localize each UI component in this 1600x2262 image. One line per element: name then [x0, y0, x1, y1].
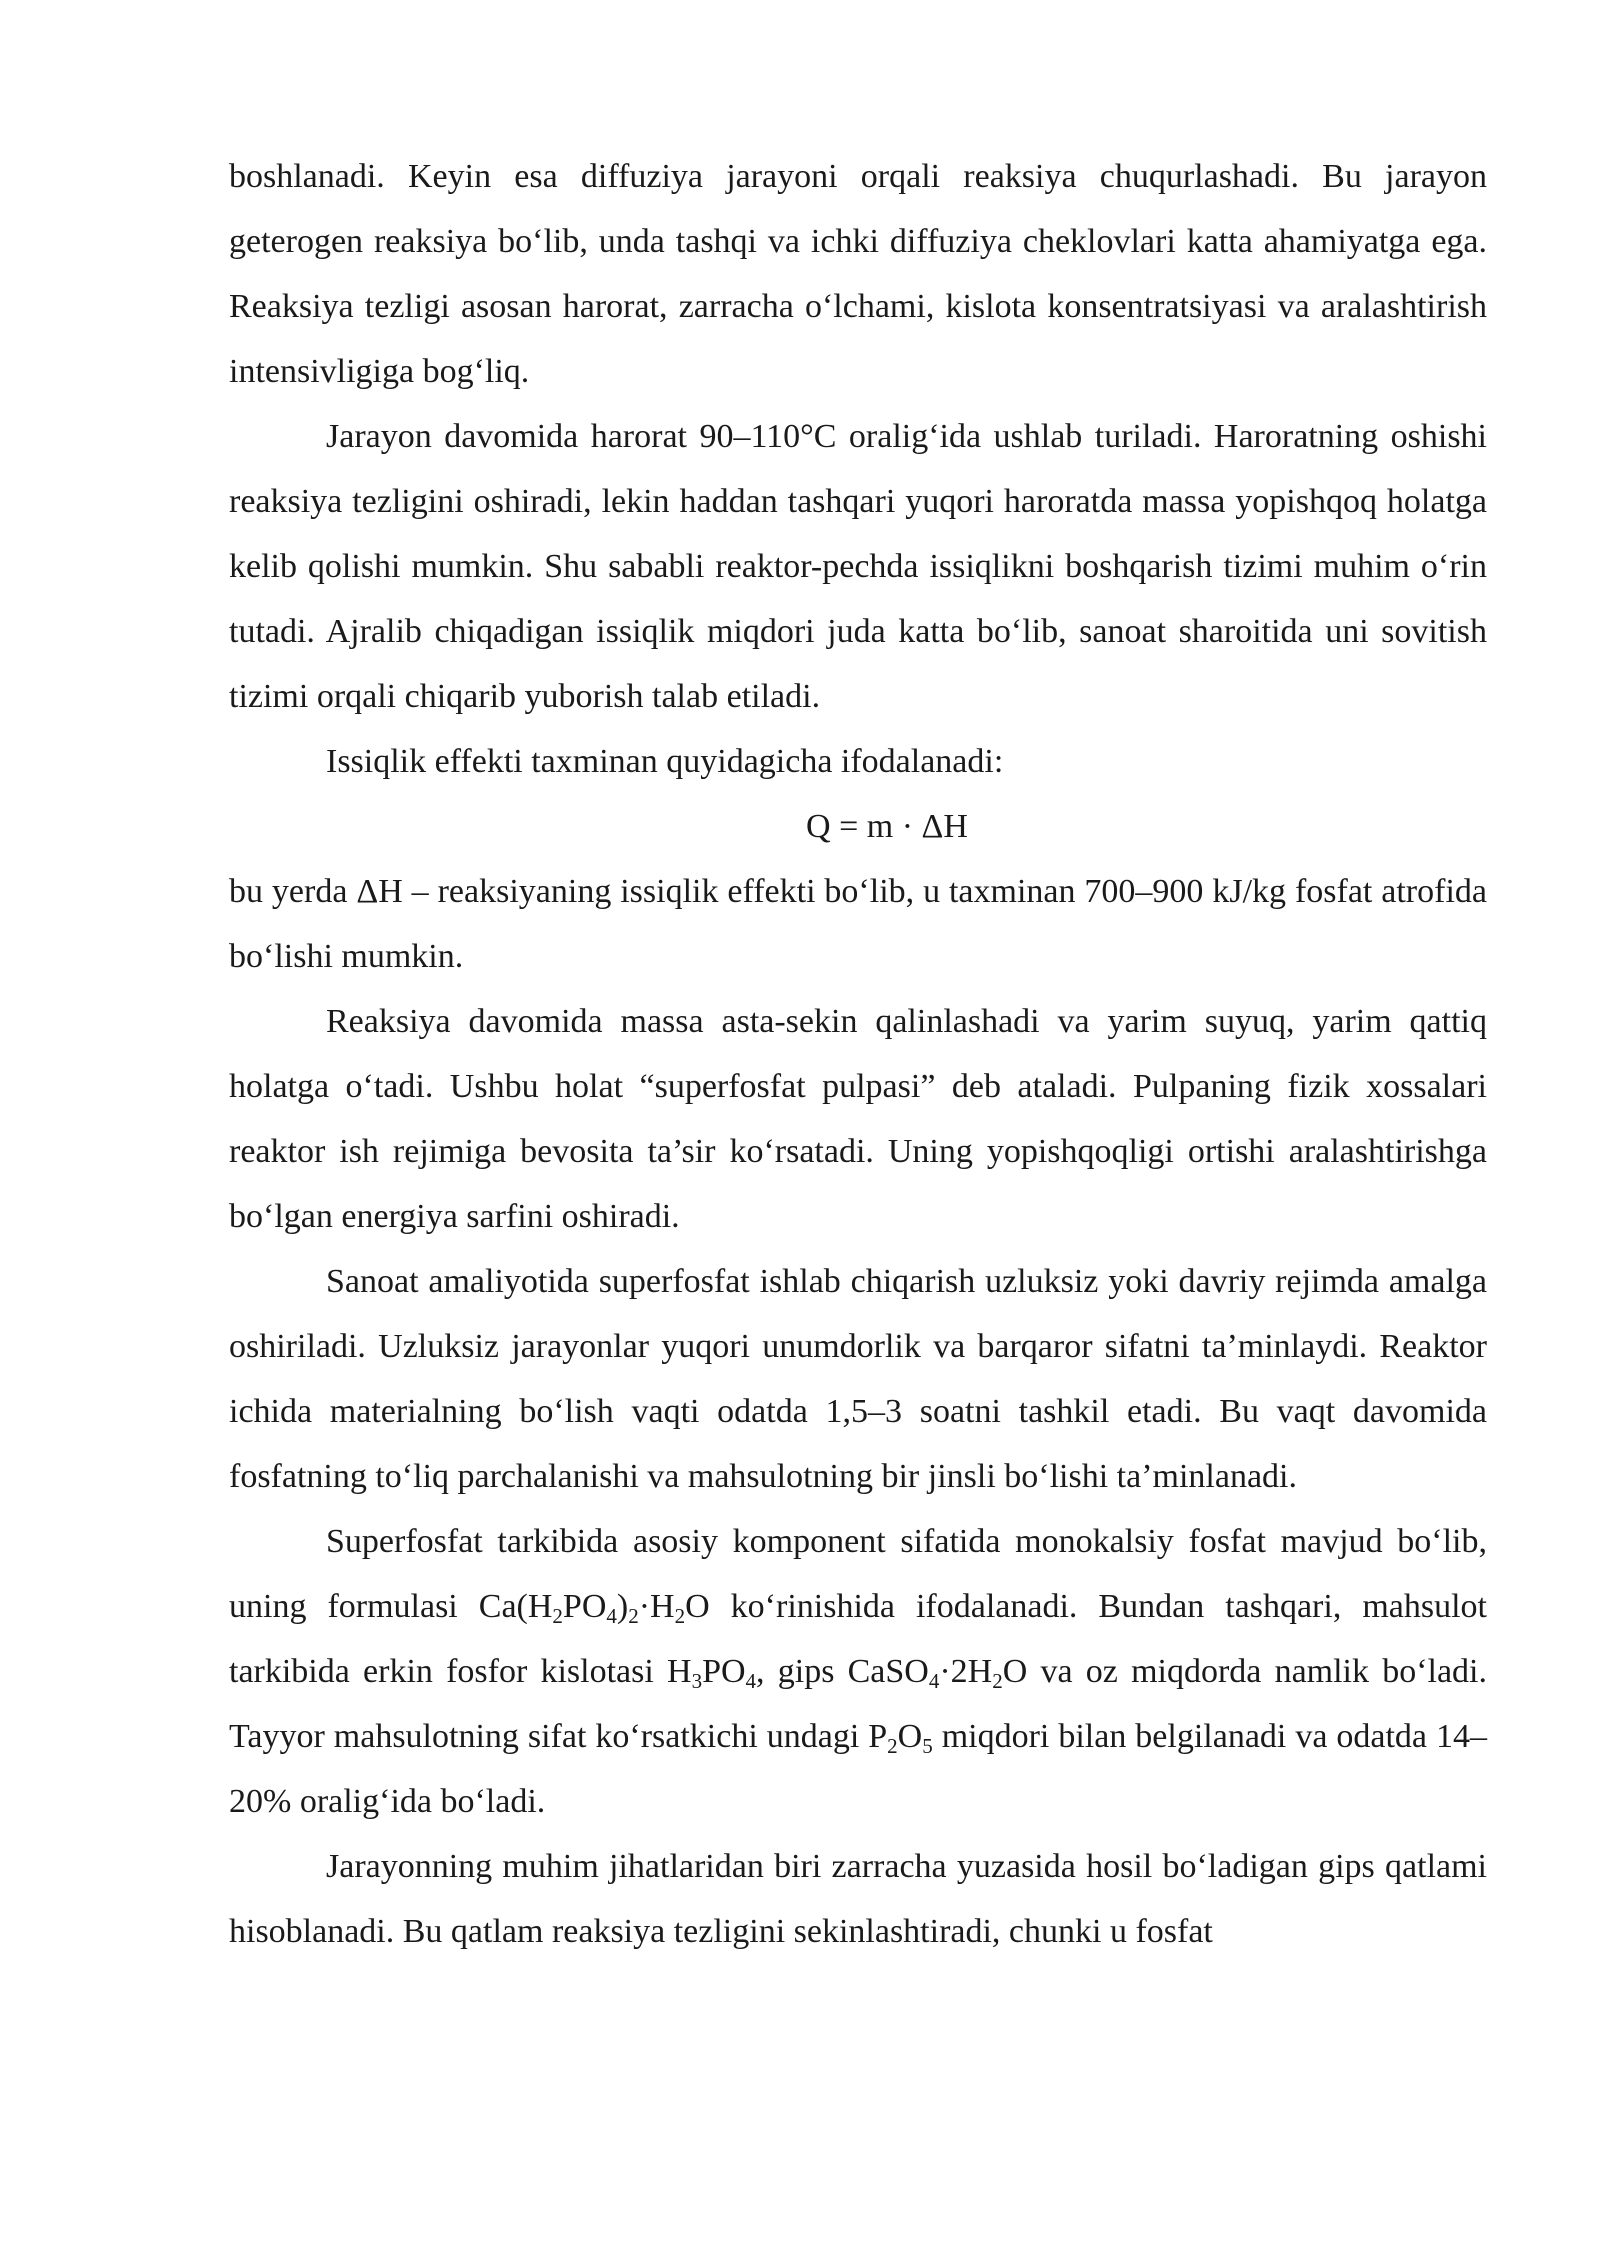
- formula-explanation: bu yerda ΔH – reaksiyaning issiqlik effekti bo‘lib, u taxminan 700–900 kJ/kg fosfat atrofida bo‘lishi mumkin.: [229, 873, 1487, 975]
- p6-sub-8: 2: [992, 1669, 1003, 1693]
- p6-sub-10: 5: [922, 1734, 933, 1758]
- p6-text-8: ·2H: [939, 1653, 993, 1690]
- paragraph-1: boshlanadi. Keyin esa diffuziya jarayoni orqali reaksiya chuqurlashadi. Bu jarayon geterogen reaksiya bo‘lib, unda tashqi va ichki diffuziya cheklovlari katta ahamiyatga ega. Reaksiya tezligi asosan harorat, zarracha o‘lchami, kislota konsentratsiyasi va aralashtirish intensivligiga bog‘liq.: [229, 158, 1487, 390]
- p6-text-10: O: [897, 1718, 923, 1755]
- paragraph-4: Reaksiya davomida massa asta-sekin qalinlashadi va yarim suyuq, yarim qattiq holatga o‘tadi. Ushbu holat “superfosfat pulpasi” deb ataladi. Pulpaning fizik xossalari reaktor ish rejimiga bevosita ta’sir ko‘rsatadi. Uning yopishqoqligi ortishi aralashtirishga bo‘lgan energiya sarfini oshiradi.: [229, 1003, 1487, 1235]
- p6-sub-7: 4: [928, 1669, 940, 1693]
- p6-text-2: PO: [562, 1588, 607, 1625]
- paragraph-5: Sanoat amaliyotida superfosfat ishlab chiqarish uzluksiz yoki davriy rejimda amalga oshiriladi. Uzluksiz jarayonlar yuqori unumdorlik va barqaror sifatni ta’minlaydi. Reaktor ichida materialning bo‘lish vaqti odatda 1,5–3 soatni tashkil etadi. Bu vaqt davomida fosfatning to‘liq parchalanishi va mahsulotning bir jinsli bo‘lishi ta’minlanadi.: [229, 1263, 1487, 1495]
- paragraph-6: [229, 1509, 1487, 1834]
- heat-effect-formula: Q = m · ΔH: [806, 808, 968, 845]
- p6-text-9: O va oz miqdorda namlik bo‘ladi. Tayyor mahsulotning sifat ko‘rsatkichi undagi P: [229, 1653, 1487, 1755]
- p6-text-11: miqdori bilan belgilanadi va odatda 14–20% oralig‘ida bo‘ladi.: [229, 1718, 1488, 1820]
- p6-text-1: Superfosfat tarkibida asosiy komponent sifatida monokalsiy fosfat mavjud bo‘lib, uning formulasi Ca(H: [229, 1523, 1487, 1625]
- p6-text-7: , gips CaSO: [756, 1653, 929, 1690]
- p6-sub-2: 4: [606, 1604, 617, 1628]
- p6-text-5: O ko‘rinishida ifodalanadi. Bundan tashqari, mahsulot tarkibida erkin fosfor kislotasi H: [229, 1588, 1487, 1690]
- p6-text-4: ·H: [638, 1588, 675, 1625]
- p6-sub-4: 2: [674, 1604, 686, 1628]
- paragraph-2: Jarayon davomida harorat 90–110°C oralig‘ida ushlab turiladi. Haroratning oshishi reaksiya tezligini oshiradi, lekin haddan tashqari yuqori haroratda massa yopishqoq holatga kelib qolishi mumkin. Shu sababli reaktor-pechda issiqlikni boshqarish tizimi muhim o‘rin tutadi. Ajralib chiqadigan issiqlik miqdori juda katta bo‘lib, sanoat sharoitida uni sovitish tizimi orqali chiqarib yuborish talab etiladi.: [229, 418, 1487, 715]
- p6-text-6: PO: [702, 1653, 746, 1690]
- p6-text-3: ): [616, 1588, 629, 1625]
- p6-sub-1: 2: [552, 1604, 563, 1628]
- paragraph-7: Jarayonning muhim jihatlaridan biri zarracha yuzasida hosil bo‘ladigan gips qatlami hisoblanadi. Bu qatlam reaksiya tezligini sekinlashtiradi, chunki u fosfat: [229, 1848, 1487, 1950]
- document-page: [229, 144, 1487, 1964]
- paragraph-3: Issiqlik effekti taxminan quyidagicha ifodalanadi:: [326, 743, 1004, 780]
- p6-sub-9: 2: [887, 1734, 898, 1758]
- p6-sub-6: 4: [745, 1669, 757, 1693]
- p6-sub-3: 2: [628, 1604, 639, 1628]
- p6-sub-5: 3: [691, 1669, 703, 1693]
